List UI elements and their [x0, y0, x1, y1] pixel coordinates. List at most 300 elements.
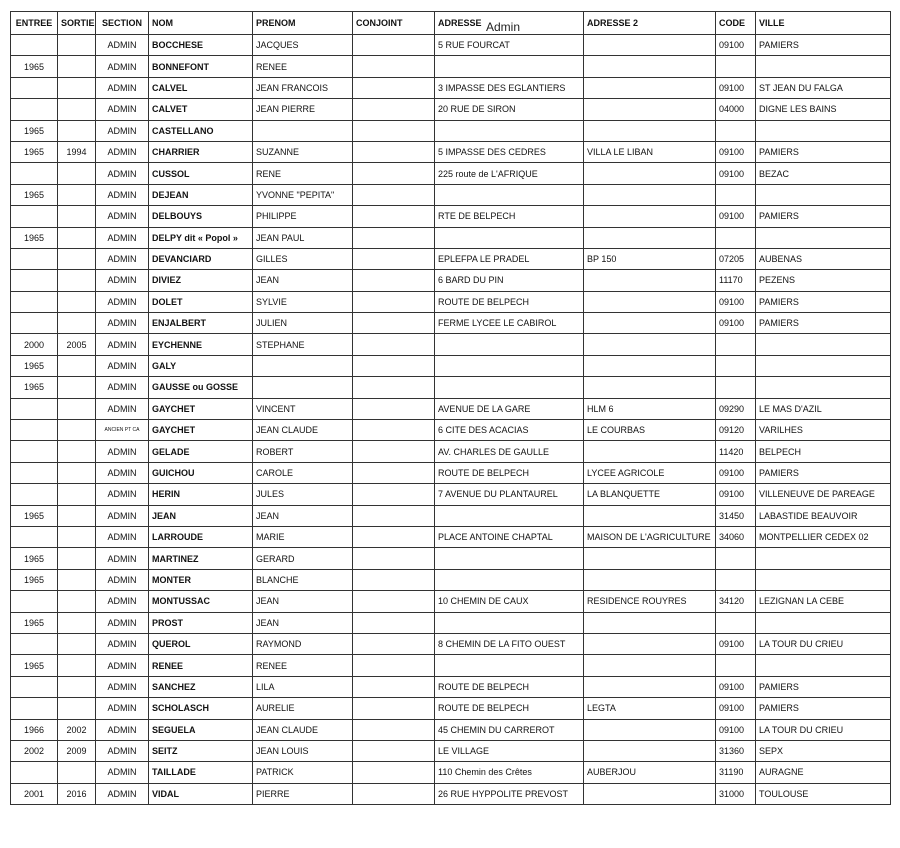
cell-adresse2: [584, 548, 716, 569]
cell-adresse: AVENUE DE LA GARE: [435, 398, 584, 419]
cell-conjoint: [353, 548, 435, 569]
cell-adresse2: [584, 441, 716, 462]
cell-code: 09100: [716, 291, 756, 312]
cell-conjoint: [353, 206, 435, 227]
cell-adresse2: LA BLANQUETTE: [584, 484, 716, 505]
cell-adresse2: HLM 6: [584, 398, 716, 419]
cell-ville: LA TOUR DU CRIEU: [756, 719, 891, 740]
cell-sortie: [58, 612, 96, 633]
cell-adresse: LE VILLAGE: [435, 740, 584, 761]
cell-nom: MONTUSSAC: [149, 591, 253, 612]
cell-conjoint: [353, 291, 435, 312]
header-watermark: Admin: [486, 20, 521, 34]
table-row: [11, 248, 891, 269]
cell-nom: PROST: [149, 612, 253, 633]
cell-conjoint: [353, 56, 435, 77]
cell-sortie: [58, 227, 96, 248]
cell-section: ADMIN: [96, 719, 149, 740]
cell-nom: MARTINEZ: [149, 548, 253, 569]
cell-sortie: [58, 291, 96, 312]
cell-sortie: [58, 377, 96, 398]
cell-nom: GALY: [149, 355, 253, 376]
cell-entree: 1965: [11, 141, 58, 162]
cell-nom: CALVEL: [149, 77, 253, 98]
table-row: [11, 762, 891, 783]
cell-prenom: JEAN: [253, 505, 353, 526]
cell-section: ADMIN: [96, 740, 149, 761]
cell-entree: [11, 313, 58, 334]
cell-code: 09100: [716, 698, 756, 719]
cell-code: [716, 355, 756, 376]
cell-prenom: JEAN CLAUDE: [253, 719, 353, 740]
cell-nom: GELADE: [149, 441, 253, 462]
cell-adresse2: BP 150: [584, 248, 716, 269]
cell-ville: PAMIERS: [756, 291, 891, 312]
cell-adresse2: [584, 334, 716, 355]
cell-adresse: 8 CHEMIN DE LA FITO OUEST: [435, 633, 584, 654]
cell-conjoint: [353, 698, 435, 719]
cell-sortie: [58, 120, 96, 141]
header-adresse: ADRESSE: [435, 12, 584, 35]
cell-ville: [756, 227, 891, 248]
cell-entree: 1965: [11, 56, 58, 77]
cell-adresse2: LE COURBAS: [584, 420, 716, 441]
cell-adresse: AV. CHARLES DE GAULLE: [435, 441, 584, 462]
cell-entree: [11, 526, 58, 547]
cell-entree: [11, 441, 58, 462]
cell-code: [716, 56, 756, 77]
cell-sortie: [58, 163, 96, 184]
cell-sortie: [58, 206, 96, 227]
cell-entree: 1965: [11, 548, 58, 569]
cell-prenom: [253, 120, 353, 141]
cell-entree: 2000: [11, 334, 58, 355]
cell-code: 07205: [716, 248, 756, 269]
table-row: [11, 698, 891, 719]
cell-sortie: [58, 655, 96, 676]
table-row: [11, 99, 891, 120]
cell-adresse: 5 RUE FOURCAT: [435, 35, 584, 56]
cell-section: ADMIN: [96, 591, 149, 612]
cell-nom: CASTELLANO: [149, 120, 253, 141]
cell-ville: PAMIERS: [756, 676, 891, 697]
cell-sortie: [58, 56, 96, 77]
cell-section: ADMIN: [96, 313, 149, 334]
table-row: [11, 141, 891, 162]
cell-prenom: JEAN PIERRE: [253, 99, 353, 120]
cell-prenom: MARIE: [253, 526, 353, 547]
cell-adresse: [435, 227, 584, 248]
cell-section: ADMIN: [96, 569, 149, 590]
cell-section: ADMIN: [96, 141, 149, 162]
cell-section: ADMIN: [96, 163, 149, 184]
cell-code: 09100: [716, 676, 756, 697]
table-row: [11, 313, 891, 334]
cell-conjoint: [353, 441, 435, 462]
cell-nom: BOCCHESE: [149, 35, 253, 56]
cell-ville: PAMIERS: [756, 206, 891, 227]
cell-adresse: 3 IMPASSE DES EGLANTIERS: [435, 77, 584, 98]
cell-ville: [756, 569, 891, 590]
cell-ville: SEPX: [756, 740, 891, 761]
cell-sortie: [58, 505, 96, 526]
cell-entree: [11, 99, 58, 120]
cell-adresse: [435, 56, 584, 77]
cell-entree: [11, 35, 58, 56]
cell-conjoint: [353, 484, 435, 505]
header-section: SECTION: [96, 12, 149, 35]
cell-nom: SCHOLASCH: [149, 698, 253, 719]
cell-section: ADMIN: [96, 462, 149, 483]
cell-code: [716, 569, 756, 590]
cell-code: [716, 120, 756, 141]
cell-conjoint: [353, 462, 435, 483]
cell-prenom: SYLVIE: [253, 291, 353, 312]
cell-prenom: ROBERT: [253, 441, 353, 462]
cell-ville: LE MAS D'AZIL: [756, 398, 891, 419]
cell-prenom: RAYMOND: [253, 633, 353, 654]
cell-ville: BELPECH: [756, 441, 891, 462]
cell-adresse2: VILLA LE LIBAN: [584, 141, 716, 162]
cell-entree: 1965: [11, 227, 58, 248]
cell-code: 09100: [716, 35, 756, 56]
cell-sortie: [58, 633, 96, 654]
cell-adresse: 6 CITE DES ACACIAS: [435, 420, 584, 441]
cell-adresse: PLACE ANTOINE CHAPTAL: [435, 526, 584, 547]
cell-entree: 2002: [11, 740, 58, 761]
cell-section: ADMIN: [96, 505, 149, 526]
cell-conjoint: [353, 141, 435, 162]
cell-section: ADMIN: [96, 526, 149, 547]
cell-prenom: JEAN FRANCOIS: [253, 77, 353, 98]
cell-prenom: JEAN PAUL: [253, 227, 353, 248]
header-sortie: SORTIE: [58, 12, 96, 35]
cell-code: [716, 548, 756, 569]
cell-conjoint: [353, 248, 435, 269]
cell-conjoint: [353, 740, 435, 761]
cell-section: ADMIN: [96, 227, 149, 248]
cell-code: 09100: [716, 633, 756, 654]
cell-entree: 1966: [11, 719, 58, 740]
cell-ville: [756, 355, 891, 376]
members-table: [10, 11, 891, 805]
cell-entree: 1965: [11, 505, 58, 526]
cell-ville: MONTPELLIER CEDEX 02: [756, 526, 891, 547]
cell-code: 34060: [716, 526, 756, 547]
cell-conjoint: [353, 313, 435, 334]
cell-adresse2: [584, 676, 716, 697]
cell-sortie: [58, 248, 96, 269]
table-row: [11, 184, 891, 205]
cell-ville: PEZENS: [756, 270, 891, 291]
cell-conjoint: [353, 184, 435, 205]
cell-conjoint: [353, 163, 435, 184]
cell-entree: 2001: [11, 783, 58, 804]
cell-ville: LEZIGNAN LA CEBE: [756, 591, 891, 612]
cell-entree: [11, 462, 58, 483]
cell-adresse2: [584, 377, 716, 398]
header-entree: ENTREE: [11, 12, 58, 35]
cell-sortie: [58, 77, 96, 98]
table-row: [11, 206, 891, 227]
cell-nom: RENEE: [149, 655, 253, 676]
cell-ville: AUBENAS: [756, 248, 891, 269]
cell-entree: 1965: [11, 655, 58, 676]
cell-entree: 1965: [11, 569, 58, 590]
cell-nom: DIVIEZ: [149, 270, 253, 291]
cell-nom: CHARRIER: [149, 141, 253, 162]
table-row: [11, 462, 891, 483]
cell-nom: MONTER: [149, 569, 253, 590]
cell-nom: CUSSOL: [149, 163, 253, 184]
cell-nom: QUEROL: [149, 633, 253, 654]
cell-section: ADMIN: [96, 612, 149, 633]
cell-sortie: [58, 676, 96, 697]
table-row: [11, 783, 891, 804]
cell-nom: DOLET: [149, 291, 253, 312]
cell-code: 31360: [716, 740, 756, 761]
cell-adresse2: [584, 120, 716, 141]
cell-code: [716, 612, 756, 633]
cell-sortie: [58, 398, 96, 419]
cell-adresse: [435, 655, 584, 676]
cell-prenom: RENE: [253, 163, 353, 184]
cell-ville: DIGNE LES BAINS: [756, 99, 891, 120]
cell-sortie: [58, 569, 96, 590]
cell-entree: [11, 163, 58, 184]
cell-ville: PAMIERS: [756, 462, 891, 483]
cell-nom: GUICHOU: [149, 462, 253, 483]
cell-ville: [756, 334, 891, 355]
cell-adresse2: [584, 569, 716, 590]
cell-adresse2: [584, 291, 716, 312]
cell-adresse: [435, 377, 584, 398]
table-row: [11, 291, 891, 312]
cell-nom: GAYCHET: [149, 398, 253, 419]
cell-adresse: 26 RUE HYPPOLITE PREVOST: [435, 783, 584, 804]
cell-code: 34120: [716, 591, 756, 612]
cell-ville: [756, 612, 891, 633]
cell-adresse2: [584, 77, 716, 98]
cell-prenom: JEAN: [253, 612, 353, 633]
cell-nom: DEVANCIARD: [149, 248, 253, 269]
cell-prenom: CAROLE: [253, 462, 353, 483]
header-conjoint: CONJOINT: [353, 12, 435, 35]
cell-ville: BEZAC: [756, 163, 891, 184]
cell-conjoint: [353, 762, 435, 783]
cell-entree: [11, 484, 58, 505]
cell-adresse2: LYCEE AGRICOLE: [584, 462, 716, 483]
cell-prenom: RENEE: [253, 56, 353, 77]
cell-sortie: [58, 99, 96, 120]
cell-nom: ENJALBERT: [149, 313, 253, 334]
header-ville: VILLE: [756, 12, 891, 35]
cell-conjoint: [353, 120, 435, 141]
cell-sortie: [58, 184, 96, 205]
cell-entree: [11, 676, 58, 697]
cell-conjoint: [353, 270, 435, 291]
cell-prenom: [253, 355, 353, 376]
cell-prenom: GILLES: [253, 248, 353, 269]
cell-adresse: [435, 355, 584, 376]
cell-adresse: 6 BARD DU PIN: [435, 270, 584, 291]
header-adresse2: ADRESSE 2: [584, 12, 716, 35]
cell-code: 09100: [716, 313, 756, 334]
cell-nom: DELBOUYS: [149, 206, 253, 227]
cell-prenom: AURELIE: [253, 698, 353, 719]
cell-entree: 1965: [11, 184, 58, 205]
cell-ville: PAMIERS: [756, 35, 891, 56]
cell-sortie: [58, 591, 96, 612]
cell-adresse2: [584, 206, 716, 227]
cell-conjoint: [353, 377, 435, 398]
table-row: [11, 633, 891, 654]
cell-sortie: 1994: [58, 141, 96, 162]
cell-sortie: [58, 548, 96, 569]
cell-code: 31450: [716, 505, 756, 526]
table-row: [11, 569, 891, 590]
cell-adresse: ROUTE DE BELPECH: [435, 462, 584, 483]
cell-adresse2: AUBERJOU: [584, 762, 716, 783]
table-row: [11, 334, 891, 355]
cell-conjoint: [353, 420, 435, 441]
cell-ville: [756, 548, 891, 569]
cell-entree: [11, 398, 58, 419]
cell-adresse2: MAISON DE L'AGRICULTURE: [584, 526, 716, 547]
cell-section: ADMIN: [96, 783, 149, 804]
cell-sortie: [58, 313, 96, 334]
cell-nom: SANCHEZ: [149, 676, 253, 697]
cell-prenom: YVONNE "PEPITA": [253, 184, 353, 205]
cell-section: ADMIN: [96, 484, 149, 505]
cell-conjoint: [353, 526, 435, 547]
cell-prenom: SUZANNE: [253, 141, 353, 162]
cell-section: ADMIN: [96, 355, 149, 376]
cell-ville: LABASTIDE BEAUVOIR: [756, 505, 891, 526]
cell-adresse: [435, 548, 584, 569]
cell-nom: LARROUDE: [149, 526, 253, 547]
cell-adresse: [435, 612, 584, 633]
cell-section: ADMIN: [96, 441, 149, 462]
table-row: [11, 655, 891, 676]
table-row: [11, 270, 891, 291]
cell-sortie: [58, 462, 96, 483]
table-row: [11, 420, 891, 441]
cell-sortie: [58, 484, 96, 505]
cell-entree: [11, 762, 58, 783]
cell-prenom: JEAN LOUIS: [253, 740, 353, 761]
table-row: [11, 35, 891, 56]
cell-adresse: 225 route de L'AFRIQUE: [435, 163, 584, 184]
cell-code: 09290: [716, 398, 756, 419]
cell-code: 11420: [716, 441, 756, 462]
cell-adresse: 45 CHEMIN DU CARREROT: [435, 719, 584, 740]
cell-conjoint: [353, 783, 435, 804]
cell-prenom: [253, 377, 353, 398]
cell-entree: [11, 420, 58, 441]
cell-sortie: 2002: [58, 719, 96, 740]
table-row: [11, 505, 891, 526]
table-row: [11, 612, 891, 633]
cell-adresse: 7 AVENUE DU PLANTAUREL: [435, 484, 584, 505]
cell-entree: [11, 270, 58, 291]
cell-nom: SEITZ: [149, 740, 253, 761]
table-row: [11, 227, 891, 248]
table-row: [11, 77, 891, 98]
cell-ville: [756, 377, 891, 398]
cell-code: 09100: [716, 462, 756, 483]
cell-entree: [11, 291, 58, 312]
cell-code: 11170: [716, 270, 756, 291]
cell-conjoint: [353, 719, 435, 740]
cell-prenom: JEAN: [253, 591, 353, 612]
cell-nom: JEAN: [149, 505, 253, 526]
cell-adresse2: [584, 740, 716, 761]
cell-nom: SEGUELA: [149, 719, 253, 740]
table-row: [11, 591, 891, 612]
cell-adresse: 5 IMPASSE DES CEDRES: [435, 141, 584, 162]
cell-code: [716, 655, 756, 676]
cell-section: ADMIN: [96, 270, 149, 291]
cell-adresse: EPLEFPA LE PRADEL: [435, 248, 584, 269]
cell-ville: PAMIERS: [756, 313, 891, 334]
table-row: [11, 398, 891, 419]
cell-code: 09100: [716, 141, 756, 162]
cell-sortie: [58, 441, 96, 462]
cell-code: 09120: [716, 420, 756, 441]
cell-entree: [11, 591, 58, 612]
cell-section: ADMIN: [96, 120, 149, 141]
cell-prenom: VINCENT: [253, 398, 353, 419]
cell-conjoint: [353, 655, 435, 676]
cell-adresse: ROUTE DE BELPECH: [435, 291, 584, 312]
table-row: [11, 377, 891, 398]
cell-adresse: 20 RUE DE SIRON: [435, 99, 584, 120]
cell-adresse2: [584, 56, 716, 77]
cell-prenom: STEPHANE: [253, 334, 353, 355]
cell-sortie: [58, 270, 96, 291]
cell-code: 09100: [716, 206, 756, 227]
cell-entree: 1965: [11, 120, 58, 141]
cell-ville: VARILHES: [756, 420, 891, 441]
cell-nom: DEJEAN: [149, 184, 253, 205]
cell-adresse: [435, 569, 584, 590]
cell-prenom: BLANCHE: [253, 569, 353, 590]
cell-ville: [756, 56, 891, 77]
cell-entree: 1965: [11, 355, 58, 376]
cell-code: 31000: [716, 783, 756, 804]
cell-sortie: [58, 35, 96, 56]
cell-nom: TAILLADE: [149, 762, 253, 783]
cell-sortie: [58, 420, 96, 441]
cell-adresse: 10 CHEMIN DE CAUX: [435, 591, 584, 612]
cell-entree: [11, 248, 58, 269]
cell-section: ADMIN: [96, 698, 149, 719]
cell-nom: HERIN: [149, 484, 253, 505]
cell-prenom: JULES: [253, 484, 353, 505]
cell-prenom: PHILIPPE: [253, 206, 353, 227]
cell-adresse2: [584, 612, 716, 633]
cell-section: ADMIN: [96, 99, 149, 120]
cell-sortie: 2016: [58, 783, 96, 804]
cell-code: [716, 334, 756, 355]
cell-adresse2: [584, 313, 716, 334]
cell-section: ADMIN: [96, 248, 149, 269]
cell-entree: 1965: [11, 612, 58, 633]
cell-section: ADMIN: [96, 206, 149, 227]
cell-prenom: PIERRE: [253, 783, 353, 804]
cell-code: [716, 227, 756, 248]
